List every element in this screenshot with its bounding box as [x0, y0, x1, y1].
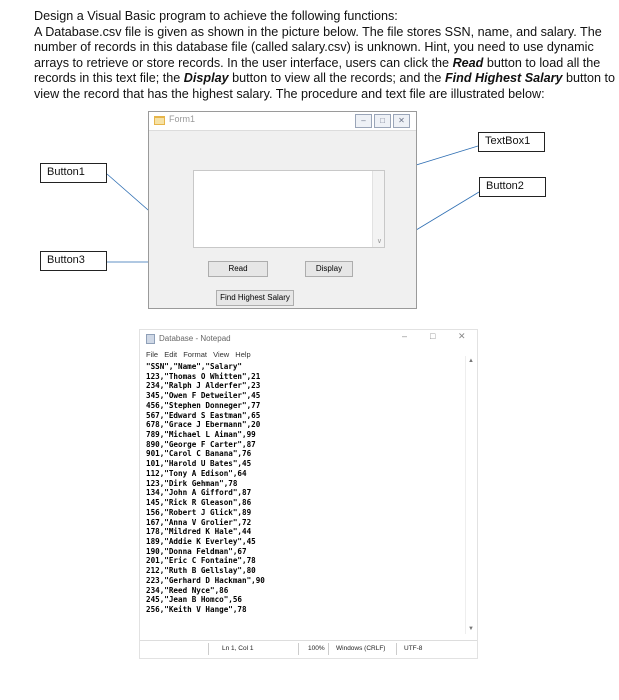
- record-line: 189,"Addie K Everley",45: [146, 536, 256, 546]
- status-encoding: UTF-8: [404, 645, 423, 652]
- textbox1-callout: TextBox1: [478, 132, 545, 152]
- record-line: 901,"Carol C Banana",76: [146, 449, 252, 459]
- text-run: view the record that has the highest salary. The procedure and text file are illustrated below:: [34, 86, 545, 101]
- record-line: 178,"Mildred K Hale",44: [146, 527, 252, 537]
- record-line: 101,"Harold U Bates",45: [146, 459, 252, 469]
- menu-help[interactable]: Help: [235, 350, 251, 359]
- record-line: 256,"Keith V Hange",78: [146, 604, 247, 614]
- form-title: Form1: [169, 114, 196, 124]
- find-highest-salary-button[interactable]: Find Highest Salary: [216, 290, 294, 306]
- menu-format[interactable]: Format: [183, 350, 207, 359]
- record-line: 123,"Thomas O Whitten",21: [146, 371, 261, 381]
- record-line: 145,"Rick R Gleason",86: [146, 498, 252, 508]
- close-icon[interactable]: ✕: [458, 331, 466, 341]
- form-icon: [154, 115, 165, 126]
- record-line: 890,"George F Carter",87: [146, 439, 256, 449]
- menu-view[interactable]: View: [213, 350, 230, 359]
- record-line: 156,"Robert J Glick",89: [146, 507, 252, 517]
- emphasized-term: Find Highest Salary: [444, 71, 563, 86]
- close-icon[interactable]: ✕: [393, 114, 410, 128]
- record-line: 212,"Ruth B Gellslay",80: [146, 566, 256, 576]
- record-line: 123,"Dirk Gehman",78: [146, 478, 238, 488]
- notepad-text-area[interactable]: [146, 362, 464, 629]
- text-run: arrays to retrieve or store records. In the user interface, users can click the: [34, 55, 453, 70]
- menu-edit[interactable]: Edit: [164, 350, 178, 359]
- textbox-scrollbar[interactable]: [372, 171, 384, 247]
- record-line: 134,"John A Gifford",87: [146, 488, 252, 498]
- record-line: 190,"Donna Feldman",67: [146, 546, 247, 556]
- button3-callout: Button3: [40, 251, 107, 271]
- notepad-icon: [146, 334, 155, 344]
- maximize-icon[interactable]: □: [374, 114, 391, 128]
- text-run: A Database.csv file is given as shown in the picture below. The file stores SSN, name, and salary. The: [34, 24, 602, 39]
- status-zoom: 100%: [308, 645, 325, 652]
- record-line: 567,"Edward S Eastman",65: [146, 410, 261, 420]
- notepad-title: Database - Notepad: [159, 334, 231, 343]
- scroll-down-icon[interactable]: ∨: [376, 238, 382, 245]
- notepad-scrollbar[interactable]: [465, 356, 477, 634]
- status-position: Ln 1, Col 1: [222, 645, 254, 652]
- record-line: "SSN","Name","Salary": [146, 362, 243, 371]
- record-line: 234,"Reed Nyce",86: [146, 585, 229, 595]
- record-line: 345,"Owen F Detweiler",45: [146, 391, 261, 401]
- record-line: 245,"Jean B Homco",56: [146, 595, 243, 605]
- text-run: number of records in this database file (called salary.csv) is unknown. Hint, you need to use dynamic: [34, 40, 594, 55]
- record-line: 223,"Gerhard D Hackman",90: [146, 575, 265, 585]
- minimize-icon[interactable]: –: [402, 331, 408, 341]
- text-run: records in this text file; the: [34, 71, 184, 86]
- record-line: 234,"Ralph J Alderfer",23: [146, 381, 261, 391]
- record-line: 456,"Stephen Donneger",77: [146, 400, 261, 410]
- form1-window: [148, 111, 417, 309]
- record-line: 678,"Grace J Ebermann",20: [146, 420, 261, 430]
- maximize-icon[interactable]: □: [430, 331, 436, 341]
- minimize-icon[interactable]: –: [355, 114, 372, 128]
- record-line: 112,"Tony A Edison",64: [146, 468, 247, 478]
- read-button[interactable]: Read: [208, 261, 268, 277]
- notepad-statusbar: [140, 640, 477, 657]
- record-line: 167,"Anna V Grolier",72: [146, 517, 252, 527]
- text-run: button to load all the: [483, 55, 601, 70]
- emphasized-term: Read: [452, 55, 484, 70]
- scroll-down-icon[interactable]: ▼: [468, 626, 474, 632]
- notepad-titlebar: [140, 330, 477, 347]
- menu-file[interactable]: File: [146, 350, 159, 359]
- text-run: button to view all the records; and the: [228, 71, 445, 86]
- button1-callout: Button1: [40, 163, 107, 183]
- record-line: 201,"Eric C Fontaine",78: [146, 556, 256, 566]
- text-run: button to: [562, 71, 616, 86]
- emphasized-term: Display: [183, 71, 229, 86]
- notepad-window: [140, 330, 477, 658]
- notepad-menu: [146, 350, 251, 359]
- form-titlebar: [149, 112, 416, 131]
- textbox1[interactable]: [193, 170, 385, 248]
- display-button[interactable]: Display: [305, 261, 353, 277]
- button2-callout: Button2: [479, 177, 546, 197]
- scroll-up-icon[interactable]: ▲: [468, 358, 474, 364]
- text-run: Design a Visual Basic program to achieve the following functions:: [34, 9, 398, 23]
- status-line-ending: Windows (CRLF): [336, 645, 386, 652]
- record-line: 789,"Michael L Aiman",99: [146, 430, 256, 440]
